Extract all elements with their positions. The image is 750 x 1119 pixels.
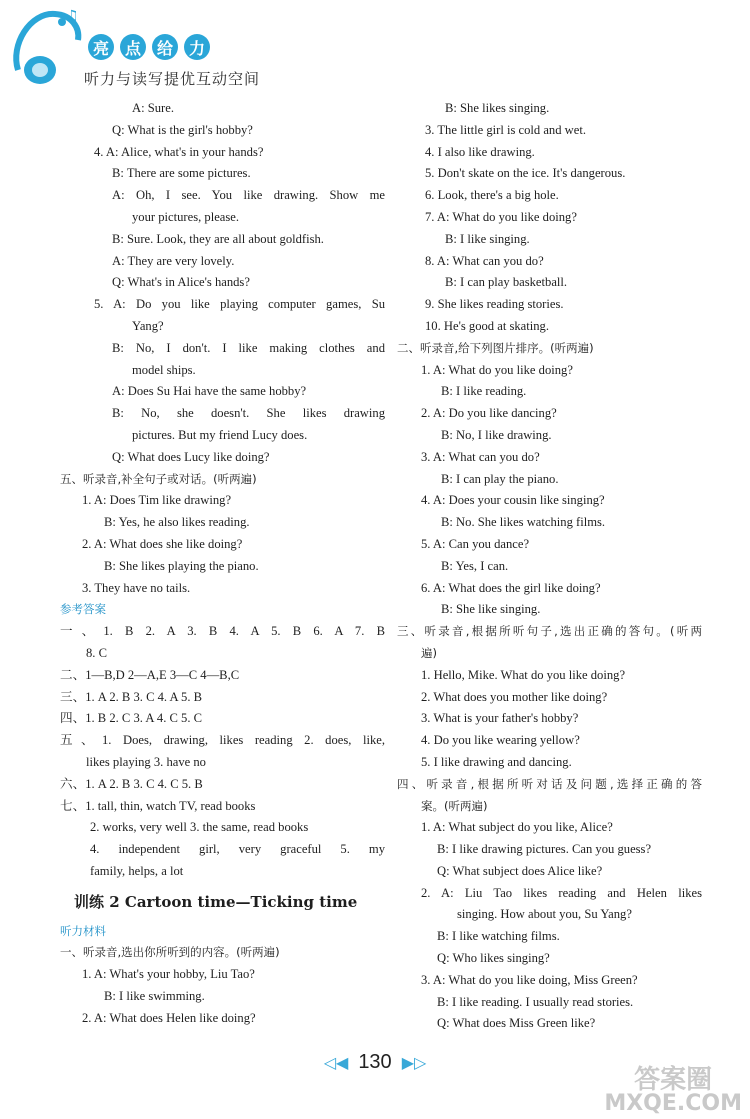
text-line: B: I can play the piano. [441,471,559,486]
text-line: A: Oh, I see. You like drawing. Show me [112,188,385,203]
text-line: 三、听录音,根据所听句子,选出正确的答句。(听两 [397,624,702,639]
text-line: 3. What is your father's hobby? [421,711,579,726]
text-line: 3. The little girl is cold and wet. [425,122,587,137]
text-line: 9. She likes reading stories. [425,297,564,312]
text-line: Q: What subject does Alice like? [437,863,603,878]
text-line: 4. A: Alice, what's in your hands? [94,144,264,159]
text-line: B: I like reading. [441,384,527,399]
text-line: 1. A: Does Tim like drawing? [82,493,232,508]
text-line: A: They are very lovely. [112,253,235,268]
text-line: 2. A: What does Helen like doing? [82,1010,256,1025]
text-line: B: I like drawing pictures. Can you guess? [437,842,652,857]
text-line: 4. A: Does your cousin like singing? [421,493,605,508]
page-header [0,0,750,95]
brand-subtitle: 听力与读写提优互动空间 [84,70,261,88]
text-line: 5. A: Do you like playing computer games, Su [94,297,385,312]
text-line: B: She likes playing the piano. [104,558,259,573]
text-line: 5. Don't skate on the ice. It's dangerous. [425,166,626,181]
text-line: 二、听录音,给下列图片排序。(听两遍) [397,340,594,355]
headphones-logo-icon [0,0,90,95]
text-line: Q: Who likes singing? [437,951,550,966]
text-line: B: I like reading. I usually read stories. [437,994,634,1009]
text-line: 8. A: What can you do? [425,253,544,268]
text-line: B: No, I don't. I like making clothes and [112,340,385,355]
text-line: 4. I also like drawing. [425,144,535,159]
text-line: 4. Do you like wearing yellow? [421,733,580,748]
text-line: B: No, she doesn't. She likes drawing [112,406,385,421]
text-line: B: No, I like drawing. [441,427,552,442]
brand-char: 力 [184,34,210,60]
text-line: Q: What does Miss Green like? [437,1016,596,1031]
watermark-line2: MXQE.COM [604,1091,742,1116]
text-line: B: Yes, he also likes reading. [104,515,250,530]
text-line: 二、1—B,D 2—A,E 3—C 4—B,C [60,667,240,682]
svg-text:♫: ♫ [66,8,79,24]
text-line: 五、1. Does, drawing, likes reading 2. does, like, [60,733,385,748]
text-line: 训练 2 Cartoon time—Ticking time [74,892,358,911]
text-line: A: Sure. [132,101,174,115]
text-line: 1. Hello, Mike. What do you like doing? [421,667,626,682]
text-line: Q: What is the girl's hobby? [112,122,253,137]
text-line: B: She likes singing. [445,101,550,115]
text-line: B: No. She likes watching films. [441,515,606,530]
watermark-line1: 答案圈 [634,1065,713,1095]
text-line: 七、1. tall, thin, watch TV, read books [60,798,256,813]
text-line: 2. A: Do you like dancing? [421,406,557,421]
text-line: 4. independent girl, very graceful 5. my [90,842,385,857]
text-line: 一、1. B 2. A 3. B 4. A 5. B 6. A 7. B [60,624,385,639]
text-line: 六、1. A 2. B 3. C 4. C 5. B [60,776,203,791]
text-line: 2. A: Liu Tao likes reading and Helen likes [421,885,702,900]
text-line: 3. A: What do you like doing, Miss Green? [421,972,638,987]
brand-char: 亮 [88,34,114,60]
brand-title [88,34,210,60]
text-line: 三、1. A 2. B 3. C 4. A 5. B [60,689,203,704]
text-line: likes playing 3. have no [86,754,206,769]
right-column [397,98,702,1035]
text-line: pictures. But my friend Lucy does. [132,427,308,442]
text-line: B: She like singing. [441,602,541,617]
text-line: 10. He's good at skating. [425,318,549,333]
text-line: model ships. [132,362,196,377]
text-line: family, helps, a lot [90,863,184,878]
text-line: 1. A: What's your hobby, Liu Tao? [82,967,255,982]
text-line: 遍) [421,645,437,660]
text-line: 案。(听两遍) [421,798,488,813]
text-line: 四、听录音,根据所听对话及问题,选择正确的答 [397,776,702,791]
brand-char: 点 [120,34,146,60]
text-line: 四、1. B 2. C 3. A 4. C 5. C [60,711,203,726]
text-line: 一、听录音,选出你所听到的内容。(听两遍) [60,945,280,960]
text-line: B: I like swimming. [104,989,205,1004]
text-line: B: Sure. Look, they are all about goldfish. [112,231,324,246]
text-line: 1. A: What do you like doing? [421,362,573,377]
text-line: singing. How about you, Su Yang? [457,907,632,922]
text-line: B: Yes, I can. [441,558,509,573]
text-line: B: I like singing. [445,231,530,246]
text-line: 2. What does you mother like doing? [421,689,608,704]
text-line: 5. I like drawing and dancing. [421,754,572,769]
text-line: 6. A: What does the girl like doing? [421,580,601,595]
text-line: 6. Look, there's a big hole. [425,188,559,203]
prev-arrow-icon: ◁◀ [323,1052,349,1072]
text-line: 1. A: What subject do you like, Alice? [421,820,613,835]
text-line: A: Does Su Hai have the same hobby? [112,384,307,399]
text-line: B: I like watching films. [437,929,560,944]
brand-char: 给 [152,34,178,60]
text-line: B: There are some pictures. [112,166,251,181]
text-line: 2. A: What does she like doing? [82,536,243,551]
watermark [604,1067,742,1115]
text-line: 五、听录音,补全句子或对话。(听两遍) [60,471,257,486]
text-line: 5. A: Can you dance? [421,536,530,551]
text-line: 8. C [86,645,107,660]
text-line: 3. A: What can you do? [421,449,540,464]
text-line: Q: What's in Alice's hands? [112,275,250,290]
text-line: B: I can play basketball. [445,275,568,290]
text-line: your pictures, please. [132,209,240,224]
text-line: 听力材料 [60,923,106,938]
left-column [60,98,385,1030]
text-line: 2. works, very well 3. the same, read books [90,820,309,835]
text-line: Q: What does Lucy like doing? [112,449,270,464]
next-arrow-icon: ▶▷ [401,1052,427,1072]
page-number: 130 [358,1050,392,1073]
text-line: Yang? [132,318,164,333]
text-line: 参考答案 [60,602,106,617]
text-line: 3. They have no tails. [82,580,191,595]
text-line: 7. A: What do you like doing? [425,209,577,224]
